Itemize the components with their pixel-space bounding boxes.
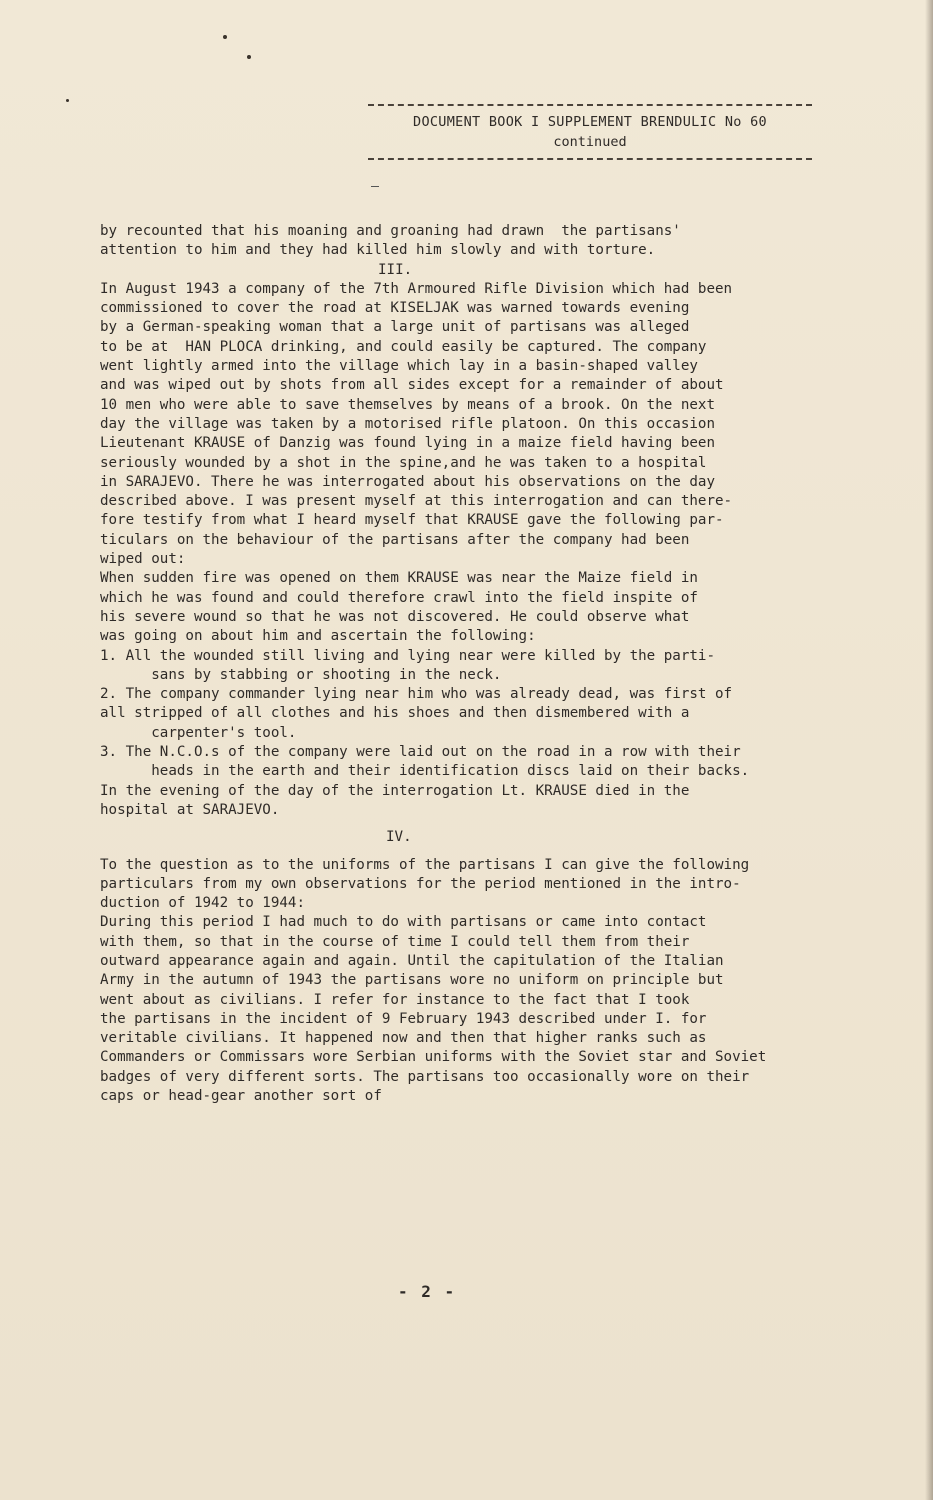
intro-paragraph [100, 222, 825, 261]
text-line: To the question as to the uniforms of the partisans I can give the following [100, 856, 750, 873]
text-line: caps or head-gear another sort of [100, 1088, 382, 1105]
text-line: hospital at SARAJEVO. [100, 801, 280, 818]
text-line: veritable civilians. It happened now and then that higher ranks such as [100, 1030, 707, 1047]
document-title: DOCUMENT BOOK I SUPPLEMENT BRENDULIC No 60 [413, 114, 767, 130]
text-line: went about as civilians. I refer for instance to the fact that I took [100, 991, 690, 1008]
text-line: which he was found and could therefore crawl into the field inspite of [100, 589, 698, 606]
text-line: wiped out: [100, 551, 186, 568]
text-line: was going on about him and ascertain the following: [100, 628, 536, 645]
text-line: his severe wound so that he was not discovered. He could observe what [100, 608, 690, 625]
text-line: fore testify from what I heard myself that KRAUSE gave the following par- [100, 512, 724, 529]
text-line: Commanders or Commissars wore Serbian uniforms with the Soviet star and Soviet [100, 1049, 767, 1066]
page-number: - 2 - [398, 1282, 457, 1301]
document-subtitle: continued [553, 134, 627, 150]
text-line: with them, so that in the course of time I could tell them from their [100, 933, 690, 950]
text-line: and was wiped out by shots from all sides except for a remainder of about [100, 377, 724, 394]
text-line: described above. I was present myself at this interrogation and can there- [100, 493, 733, 510]
text-line: When sudden fire was opened on them KRAUSE was near the Maize field in [100, 570, 698, 587]
text-line: 10 men who were able to save themselves by means of a brook. On the next [100, 396, 715, 413]
text-line: attention to him and they had killed him slowly and with torture. [100, 242, 656, 259]
text-line: in SARAJEVO. There he was interrogated about his observations on the day [100, 473, 715, 490]
document-header [368, 104, 812, 160]
list-item-continued: all stripped of all clothes and his shoes and then dismembered with a [100, 705, 690, 722]
text-line: In August 1943 a company of the 7th Armoured Rifle Division which had been [100, 280, 733, 297]
text-line: particulars from my own observations for the period mentioned in the intro- [100, 875, 741, 892]
text-line: duction of 1942 to 1944: [100, 895, 305, 912]
list-item-continued: carpenter's tool. [100, 724, 297, 741]
text-line: the partisans in the incident of 9 February 1943 described under I. for [100, 1010, 707, 1027]
text-line: by recounted that his moaning and groaning had drawn the partisans' [100, 223, 681, 239]
text-line: commissioned to cover the road at KISELJAK was warned towards evening [100, 300, 690, 317]
section-three-heading: III. [378, 261, 413, 278]
section-four [100, 856, 825, 1107]
list-item-continued: heads in the earth and their identification discs laid on their backs. [100, 763, 750, 780]
text-line: outward appearance again and again. Until the capitulation of the Italian [100, 952, 724, 969]
text-line: During this period I had much to do with partisans or came into contact [100, 914, 707, 931]
ink-speck [247, 55, 251, 59]
ink-speck [223, 35, 227, 39]
section-four-heading: IV. [386, 829, 412, 846]
list-item-continued: sans by stabbing or shooting in the neck. [100, 666, 502, 683]
text-line: badges of very different sorts. The partisans too occasionally wore on their [100, 1068, 750, 1085]
text-line: seriously wounded by a shot in the spine,and he was taken to a hospital [100, 454, 707, 471]
list-item: 1. All the wounded still living and lying near were killed by the parti- [100, 647, 715, 664]
ink-speck [66, 99, 69, 102]
header-bottom-rule [368, 158, 812, 160]
text-line: by a German-speaking woman that a large unit of partisans was alleged [100, 319, 690, 336]
list-item: 2. The company commander lying near him who was already dead, was first of [100, 686, 733, 703]
text-line: In the evening of the day of the interrogation Lt. KRAUSE died in the [100, 782, 690, 799]
list-item: 3. The N.C.O.s of the company were laid out on the road in a row with their [100, 744, 741, 761]
text-line: Lieutenant KRAUSE of Danzig was found lying in a maize field having been [100, 435, 715, 452]
text-line: went lightly armed into the village which lay in a basin-shaped valley [100, 358, 698, 375]
text-line: ticulars on the behaviour of the partisans after the company had been [100, 531, 690, 548]
header-top-rule [368, 104, 812, 106]
text-line: to be at HAN PLOCA drinking, and could easily be captured. The company [100, 338, 707, 355]
document-body [100, 222, 825, 1106]
text-line: day the village was taken by a motorised rifle platoon. On this occasion [100, 415, 715, 432]
stray-dash-mark [371, 186, 379, 187]
section-three [100, 280, 825, 820]
text-line: Army in the autumn of 1943 the partisans wore no uniform on principle but [100, 972, 724, 989]
page-edge-shadow [925, 0, 933, 1500]
